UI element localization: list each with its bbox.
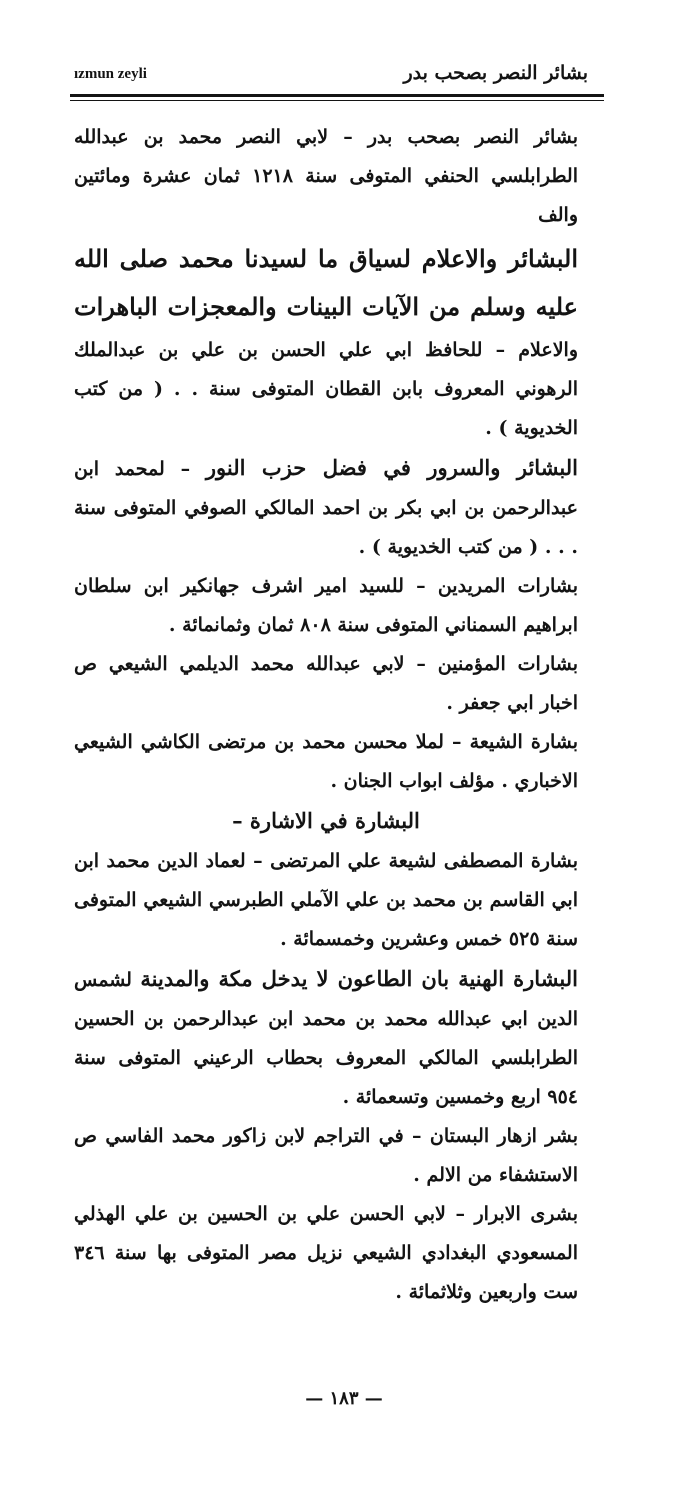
entry-title: بشرى الابرار — [474, 1203, 578, 1225]
entry-text: – لعماد الدين محمد ابن ابي القاسم بن محمد بن علي الآملي الطبرسي الشيعي المتوفى سنة ٥٢٥ خمس وعشرين وخمسمائة . — [74, 850, 578, 950]
entry — [74, 645, 604, 723]
entry-title: بشر ازهار البستان — [429, 1125, 578, 1147]
entry-text: – لابي النصر محمد بن عبدالله الطرابلسي الحنفي المتوفى سنة ١٢١٨ ثمان عشرة ومائتين والف — [74, 126, 578, 226]
running-head-left: ızmun zeyli — [74, 66, 147, 82]
entry — [74, 235, 604, 448]
running-head-right: بشائر النصر بصحب بدر — [403, 62, 588, 84]
entry — [74, 118, 604, 235]
header-rule-thin — [70, 100, 604, 101]
entry-title: بشارات المؤمنين — [437, 653, 578, 675]
entry-title: بشائر النصر بصحب بدر — [367, 126, 578, 148]
entry-title: بشارات المريدين — [437, 575, 579, 597]
entry-text: – لملا محسن محمد بن مرتضى الكاشي الشيعي الاخباري . مؤلف ابواب الجنان . — [74, 731, 578, 792]
entry-text: والاعلام – للحافظ ابي علي الحسن بن علي بن عبدالملك الرهوني المعروف بابن القطان المتوفى سنة . . ( من كتب الخديوية ) . — [74, 339, 578, 439]
entry — [74, 448, 604, 567]
entries-body — [74, 118, 604, 1312]
entry-text: – للسيد امير اشرف جهانكير ابن سلطان ابراهيم السمناني المتوفى سنة ٨٠٨ ثمان وثمانمائة . — [74, 575, 578, 636]
entry-text: – لابي عبدالله محمد الديلمي الشيعي ص اخبار ابي جعفر . — [74, 653, 578, 714]
entry — [74, 801, 604, 842]
entry-title: بشارة الشيعة — [469, 731, 579, 753]
entry-title: البشارة في الاشارة – — [232, 808, 420, 833]
entry-text: – في التراجم لابن زاكور محمد الفاسي ص الاستشفاء من الالم . — [74, 1125, 578, 1186]
entry — [74, 842, 604, 959]
entry — [74, 959, 604, 1117]
entry-title: البشائر والسرور في فضل حزب النور — [205, 455, 578, 480]
entry-text: – لابي الحسن علي بن الحسين بن علي الهذلي المسعودي البغدادي الشيعي نزيل مصر المتوفى بها سنة ٣٤٦ ست واربعين وثلاثمائة . — [74, 1203, 578, 1303]
entry-title: البشائر والاعلام لسياق ما لسيدنا محمد صلى الله عليه وسلم من الآيات البينات والمعجزات الباهرات — [74, 244, 578, 321]
entry-title: بشارة المصطفى لشيعة علي المرتضى — [270, 850, 578, 872]
entry-title: البشارة الهنية بان الطاعون لا يدخل مكة والمدينة — [140, 966, 578, 991]
entry-text: لشمس الدين ابي عبدالله محمد بن محمد ابن عبدالرحمن بن الحسين الطرابلسي المالكي المعروف بحطاب الرعيني المتوفى سنة ٩٥٤ اربع وخمسين وتسعمائة . — [74, 969, 578, 1108]
entry — [74, 567, 604, 645]
header-rule-thick — [70, 94, 604, 97]
entry — [74, 1117, 604, 1195]
entry — [74, 723, 604, 801]
page-number: — ١٨٣ — — [305, 1388, 383, 1409]
entry-text: – لمحمد ابن عبدالرحمن بن ابي بكر بن احمد المالكي الصوفي المتوفى سنة . . . ( من كتب الخديوية ) . — [74, 458, 578, 558]
entry — [74, 1195, 604, 1312]
